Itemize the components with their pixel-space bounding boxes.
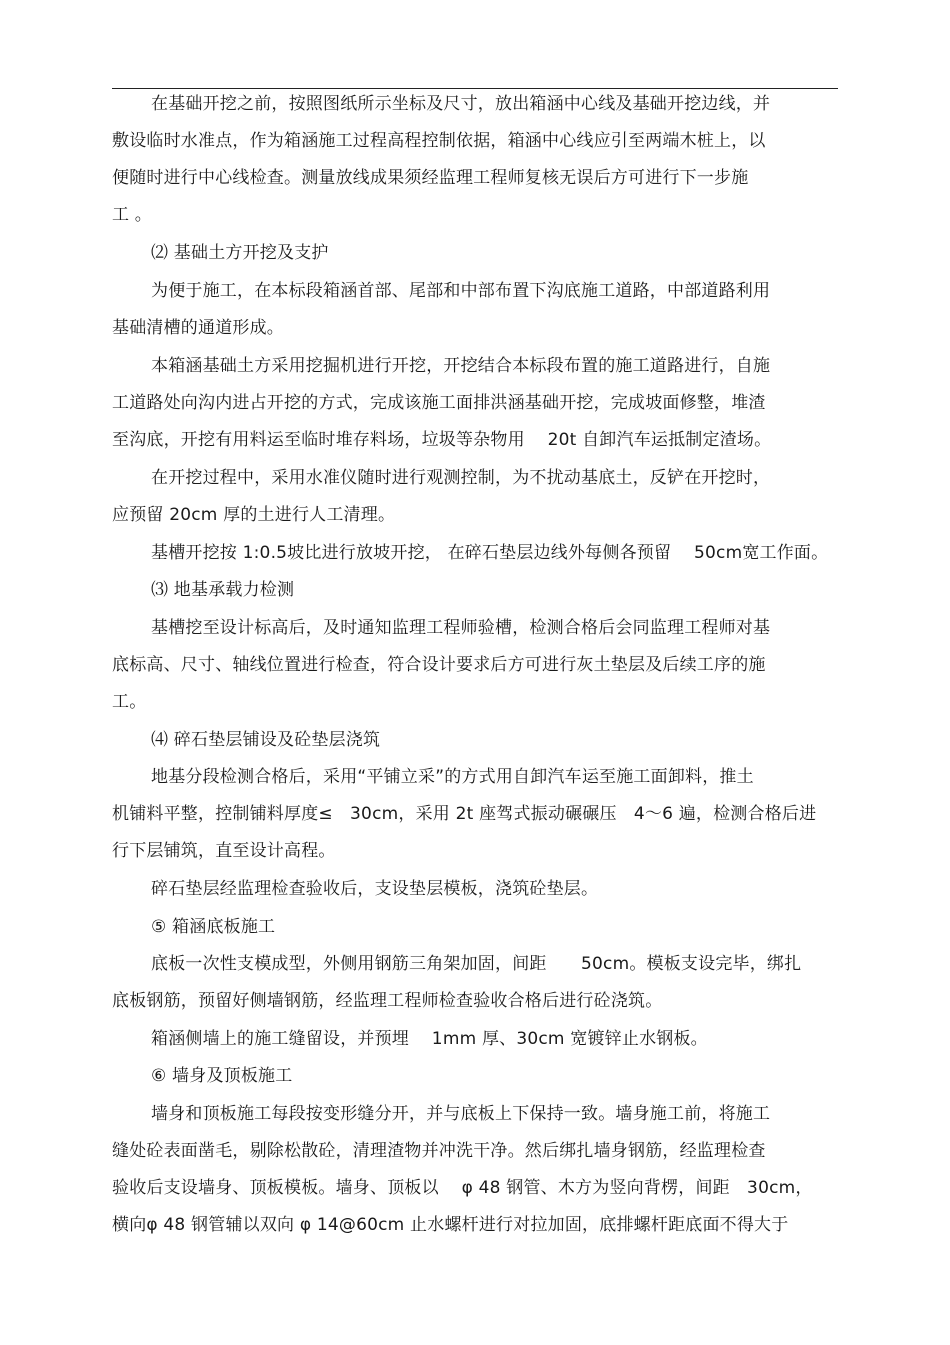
paragraph-line: 底标高、尺寸、轴线位置进行检查，符合设计要求后方可进行灰土垫层及后续工序的施 [112,655,766,675]
paragraph-line: 在基础开挖之前，按照图纸所示坐标及尺寸，放出箱涵中心线及基础开挖边线，并 [151,94,771,114]
paragraph-line: 工。 [112,692,147,712]
header-rule [112,88,838,89]
section-heading: ⑥ 墙身及顶板施工 [151,1066,293,1086]
paragraph-line: 为便于施工，在本标段箱涵首部、尾部和中部布置下沟底施工道路，中部道路利用 [151,281,771,301]
paragraph-line: 基槽开挖按 1:0.5坡比进行放坡开挖， 在碎石垫层边线外每侧各预留 50cm宽工作面。 [151,543,829,563]
paragraph-line: 工道路处向沟内进占开挖的方式，完成该施工面排洪涵基础开挖，完成坡面修整，堆渣 [112,393,766,413]
paragraph-line: 在开挖过程中，采用水准仪随时进行观测控制，为不扰动基底土，反铲在开挖时， [151,468,771,488]
paragraph-line: 地基分段检测合格后，采用“平铺立采”的方式用自卸汽车运至施工面卸料，推土 [151,767,754,787]
paragraph-line: 底板一次性支模成型，外侧用钢筋三角架加固，间距 50cm。模板支设完毕，绑扎 [151,954,802,974]
section-heading: ⑵ 基础土方开挖及支护 [151,243,329,263]
paragraph-line: 敷设临时水准点，作为箱涵施工过程高程控制依据，箱涵中心线应引至两端木桩上，以 [112,131,766,151]
paragraph-line: 箱涵侧墙上的施工缝留设，并预埋 1mm 厚、30cm 宽镀锌止水钢板。 [151,1029,708,1049]
section-heading: ⑤ 箱涵底板施工 [151,917,276,937]
paragraph-line: 验收后支设墙身、顶板模板。墙身、顶板以 φ 48 钢管、木方为竖向背楞，间距 30cm， [112,1178,813,1198]
paragraph-line: 机铺料平整，控制铺料厚度≤ 30cm，采用 2t 座驾式振动碾碾压 4～6 遍，检测合格后进 [112,804,817,824]
paragraph-line: 应预留 20cm 厚的土进行人工清理。 [112,505,396,525]
paragraph-line: 工 。 [112,205,153,225]
paragraph-line: 底板钢筋，预留好侧墙钢筋，经监理工程师检查验收合格后进行砼浇筑。 [112,991,663,1011]
paragraph-line: 横向φ 48 钢管辅以双向 φ 14@60cm 止水螺杆进行对拉加固，底排螺杆距底面不得大于 [112,1215,789,1235]
section-heading: ⑶ 地基承载力检测 [151,580,295,600]
paragraph-line: 便随时进行中心线检查。测量放线成果须经监理工程师复核无误后方可进行下一步施 [112,168,749,188]
section-heading: ⑷ 碎石垫层铺设及砼垫层浇筑 [151,730,381,750]
paragraph-line: 墙身和顶板施工每段按变形缝分开，并与底板上下保持一致。墙身施工前，将施工 [151,1104,771,1124]
paragraph-line: 碎石垫层经监理检查验收后，支设垫层模板，浇筑砼垫层。 [151,879,599,899]
paragraph-line: 至沟底，开挖有用料运至临时堆存料场，垃圾等杂物用 20t 自卸汽车运抵制定渣场。 [112,430,772,450]
paragraph-line: 缝处砼表面凿毛，剔除松散砼，清理渣物并冲洗干净。然后绑扎墙身钢筋，经监理检查 [112,1141,766,1161]
paragraph-line: 基础清槽的通道形成。 [112,318,284,338]
paragraph-line: 行下层铺筑，直至设计高程。 [112,841,336,861]
paragraph-line: 基槽挖至设计标高后，及时通知监理工程师验槽，检测合格后会同监理工程师对基 [151,618,771,638]
paragraph-line: 本箱涵基础土方采用挖掘机进行开挖，开挖结合本标段布置的施工道路进行，自施 [151,356,771,376]
